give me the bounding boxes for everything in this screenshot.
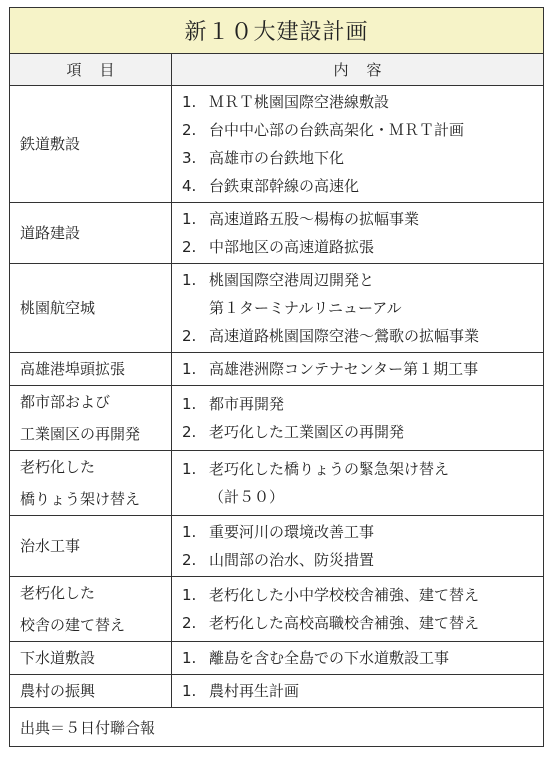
table-row — [10, 203, 543, 264]
content-entry — [182, 581, 535, 609]
content-entry — [182, 144, 535, 172]
content-cell — [172, 386, 543, 450]
entry-text: 老朽化した高校高職校舎補強、建て替え — [209, 614, 480, 632]
entry-text: 桃園国際空港周辺開発と — [209, 271, 375, 289]
entry-number: 1. — [182, 93, 197, 111]
content-entry — [182, 418, 535, 446]
table-row — [10, 353, 543, 386]
entry-text: 老朽化した小中学校校舎補強、建て替え — [209, 586, 480, 604]
content-entry — [182, 116, 535, 144]
table-row — [10, 264, 543, 353]
entry-number: 1. — [182, 649, 197, 667]
entry-text: 高速道路五股～楊梅の拡幅事業 — [209, 210, 420, 228]
table-body — [10, 86, 543, 708]
entry-number: 3. — [182, 149, 197, 167]
header-content: 内容 — [333, 61, 400, 79]
table-row — [10, 642, 543, 675]
content-cell — [172, 264, 543, 352]
content-cell — [172, 353, 543, 385]
source-note: 出典＝５日付聯合報 — [20, 718, 156, 737]
content-entry — [182, 546, 535, 574]
content-entry — [182, 322, 535, 350]
table-row — [10, 675, 543, 708]
entry-text: 重要河川の環境改善工事 — [209, 523, 375, 541]
item-cell — [10, 516, 172, 576]
entry-number: 1. — [182, 210, 197, 228]
content-entry — [182, 266, 535, 294]
item-cell — [10, 353, 172, 385]
entry-number: 1. — [182, 271, 197, 289]
item-label: 橋りょう架け替え — [20, 490, 141, 508]
item-label: 治水工事 — [20, 537, 81, 555]
content-cell — [172, 577, 543, 641]
entry-number: 1. — [182, 523, 197, 541]
table-title: 新１０大建設計画 — [10, 8, 543, 54]
content-entry — [182, 644, 535, 672]
table-row — [10, 451, 543, 516]
content-cell — [172, 642, 543, 674]
item-cell — [10, 675, 172, 707]
content-entry — [182, 172, 535, 200]
entry-text: 山間部の治水、防災措置 — [209, 551, 375, 569]
item-cell — [10, 386, 172, 450]
content-entry — [182, 518, 535, 546]
entry-number: 4. — [182, 177, 197, 195]
entry-number: 2. — [182, 327, 197, 345]
content-entry — [182, 355, 535, 383]
table-row — [10, 577, 543, 642]
item-label: 都市部および — [20, 393, 111, 411]
table-header — [10, 54, 543, 86]
entry-number: 2. — [182, 551, 197, 569]
content-cell — [172, 675, 543, 707]
entry-text: 都市再開発 — [209, 395, 285, 413]
item-label: 校舎の建て替え — [20, 616, 126, 634]
entry-text: 高雄市の台鉄地下化 — [209, 149, 345, 167]
content-cell — [172, 86, 543, 202]
entry-number: 2. — [182, 238, 197, 256]
item-cell — [10, 642, 172, 674]
content-cell — [172, 451, 543, 515]
table-row — [10, 86, 543, 203]
entry-number: 1. — [182, 682, 197, 700]
item-label: 道路建設 — [20, 224, 81, 242]
entry-continuation: 第１ターミナルリニューアル — [209, 299, 402, 317]
item-label: 高雄港埠頭拡張 — [20, 360, 126, 378]
item-label: 桃園航空城 — [20, 299, 96, 317]
entry-text: ＭＲＴ桃園国際空港線敷設 — [209, 93, 390, 111]
entry-number: 1. — [182, 586, 197, 604]
entry-text: 台中中心部の台鉄高架化・ＭＲＴ計画 — [209, 121, 465, 139]
content-cell — [172, 203, 543, 263]
entry-text: 老巧化した工業園区の再開発 — [209, 423, 405, 441]
entry-number: 1. — [182, 395, 197, 413]
entry-number: 2. — [182, 121, 197, 139]
entry-text: 老巧化した橋りょうの緊急架け替え — [209, 460, 450, 478]
content-entry — [182, 455, 535, 483]
content-entry — [182, 205, 535, 233]
entry-text: 高速道路桃園国際空港～鶯歌の拡幅事業 — [209, 327, 480, 345]
header-item: 項目 — [10, 54, 172, 85]
entry-number: 1. — [182, 360, 197, 378]
entry-text: 中部地区の高速道路拡張 — [209, 238, 375, 256]
entry-text: 台鉄東部幹線の高速化 — [209, 177, 360, 195]
item-cell — [10, 264, 172, 352]
content-entry — [182, 233, 535, 261]
item-label: 老朽化した — [20, 458, 96, 476]
item-label: 工業園区の再開発 — [20, 425, 141, 443]
item-label: 老朽化した — [20, 584, 96, 602]
content-entry — [182, 677, 535, 705]
item-cell — [10, 86, 172, 202]
entry-text: 離島を含む全島での下水道敷設工事 — [209, 649, 450, 667]
content-cell — [172, 516, 543, 576]
item-label: 農村の振興 — [20, 682, 96, 700]
content-entry — [182, 390, 535, 418]
item-cell — [10, 577, 172, 641]
entry-text: 農村再生計画 — [209, 682, 300, 700]
entry-number: 1. — [182, 460, 197, 478]
item-cell — [10, 203, 172, 263]
item-label: 鉄道敷設 — [20, 135, 81, 153]
table-row — [10, 386, 543, 451]
item-cell — [10, 451, 172, 515]
entry-continuation: （計５０） — [209, 488, 285, 506]
content-entry — [182, 609, 535, 637]
entry-text: 高雄港洲際コンテナセンター第１期工事 — [209, 360, 479, 378]
table-row — [10, 516, 543, 577]
plan-table — [9, 7, 544, 747]
entry-number: 2. — [182, 423, 197, 441]
entry-number: 2. — [182, 614, 197, 632]
item-label: 下水道敷設 — [20, 649, 96, 667]
content-entry — [182, 88, 535, 116]
